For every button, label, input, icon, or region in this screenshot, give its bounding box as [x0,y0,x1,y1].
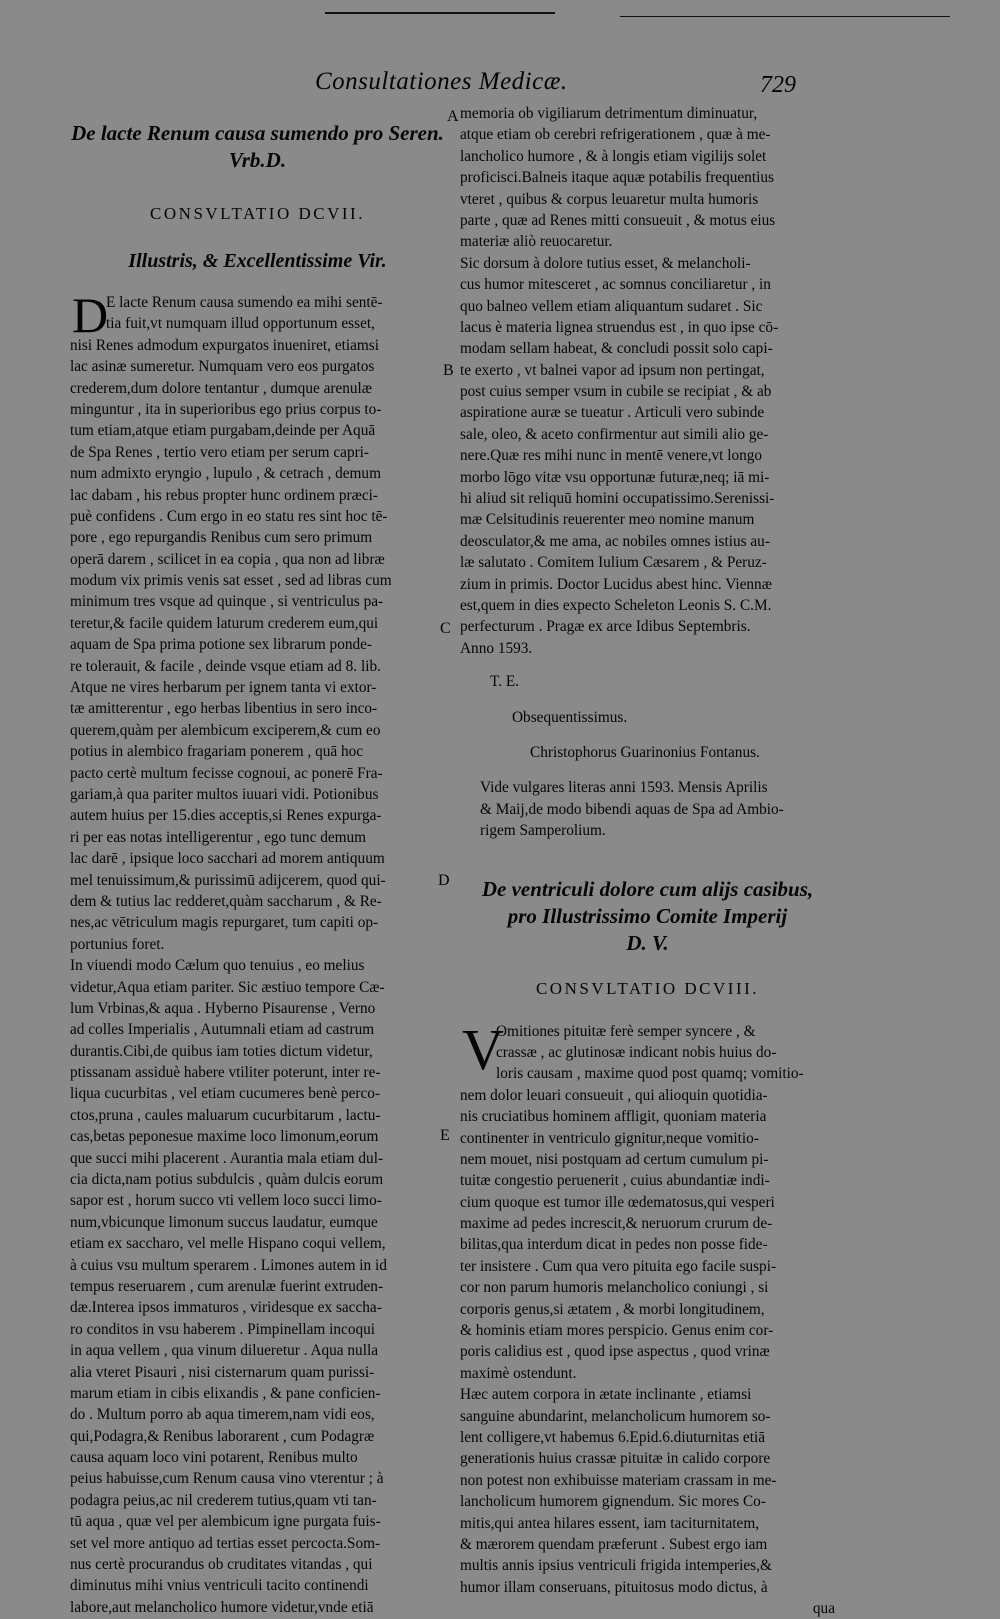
text-line: potius in alembico fragariam ponerem , quā hoc [70,743,364,761]
text-line: deosculator,& me ama, ac nobiles omnes istius au- [460,532,770,550]
text-line: ro conditos in vsu haberem . Pimpinellam incoqui [70,1320,376,1338]
running-title: Consultationes Medicæ. [315,68,568,95]
text-line: nis cruciatibus hominem affligit, quoniam materia [460,1108,767,1126]
text-line: cor non parum humoris melancholico coniungi , si [460,1279,769,1297]
text-line: operā darem , scilicet in ea copia , qua non ad libræ [70,550,385,568]
text-line: minimum tres vsque ad quinque , si ventriculus pa- [70,593,384,611]
text-line: modum vix primis venis sat esset , sed ad libras cum [70,572,392,590]
text-line: In viuendi modo Cælum quo tenuius , eo melius [70,957,365,975]
text-line: autem huius per 15.dies acceptis,si Renes expurga- [70,807,382,825]
text-line: tia fuit,vt numquam illud opportunum esset, [106,315,375,333]
text-line: lac asinæ sumeretur. Numquam vero eos purgatos [70,358,375,376]
text-line: proficisci.Balneis itaque aquæ potabilis frequentius [460,169,774,187]
text-line: nes,ac vētriculum magis repurgaret, tum capiti op- [70,914,379,932]
text-line: zium in primis. Doctor Lucidus abest hinc. Viennæ [460,575,772,593]
text-line: memoria ob vigiliarum detrimentum diminuatur, [460,105,758,122]
text-line: nus certè procurandus ob cruditates vitandas , qui [70,1556,373,1574]
heading-line: D. V. [626,930,669,955]
text-line: corporis genus,si ætatem , & morbi longitudinem, [460,1300,765,1318]
right-column [460,103,835,1619]
text-line: teretur,& facile quidem laturum crederem eum,qui [70,614,379,632]
text-line: atque etiam ob cerebri refrigerationem , quæ à me- [460,126,771,144]
left-column [70,120,445,1618]
text-line: materiæ aliò reuocaretur. [460,233,613,251]
text-line: Sic dorsum à dolore tutius esset, & melancholi- [460,254,751,272]
page-number: 729 [760,72,796,98]
text-line: morbo lōgo vitæ vsu opportunæ futuræ,neq; iā mi- [460,468,770,486]
text-line: multis annis ipsius ventriculi frigida intemperies,& [460,1557,772,1575]
text-line: non potest non exhibuisse materiam crassam in me- [460,1471,777,1489]
text-line: E lacte Renum causa sumendo ea mihi sentē- [106,294,383,311]
text-line: gariam,à qua pariter multos iuuari vidi. Potionibus [70,785,379,803]
cross-reference-note [460,777,835,841]
text-line: hi aliud sit reliquū homini occupatissimo.Serenissi- [460,490,775,508]
heading-line: De lacte Renum causa sumendo pro Seren. [71,121,444,145]
text-line: podagra peius,ac nil crederem tutius,quam vti tan- [70,1491,377,1509]
right-body-text-top [460,103,835,659]
text-line: sanguine abundarint, melancholicum humorem so- [460,1407,771,1425]
text-line: mæ Celsitudinis reuerenter meo nomine manum [460,511,755,529]
text-line: liqua cucurbitas , vel etiam cucumeres benè perco- [70,1085,381,1103]
text-line: aquam de Spa prima potione sex librarum ponde- [70,636,373,654]
text-line: ctos,pruna , caules maluarum cucurbitarum , lactu- [70,1106,381,1124]
heading-line: Vrb.D. [228,148,287,172]
heading-line: De ventriculi dolore cum alijs casibus, [481,876,814,901]
text-line: & hominis etiam mores perspicio. Genus enim cor- [460,1322,774,1340]
signature-closing: Obsequentissimus. [512,708,628,726]
text-line: ri per eas notas intelligerentur , ego tunc demum [70,828,367,846]
text-line: est,quem in dies expecto Scheleton Leonis S. C.M. [460,596,772,614]
text-line: do . Multum porro ab aqua timerem,nam vidi eos, [70,1406,375,1424]
salutation: Illustris, & Excellentissime Vir. [128,250,387,272]
top-rule-left [325,12,555,14]
text-line: quo balneo vellem etiam aliquantum sudaret . Sic [460,297,763,315]
text-line: loris causam , maxime quod post quamq; vomitio- [496,1065,804,1083]
text-line: querem,quàm per alembicum exciperem,& cum eo [70,721,381,739]
text-line: in aqua vellem , qua vinum dilueretur . Aqua nulla [70,1342,378,1360]
dropcap-paragraph [70,287,445,343]
text-line: re tolerauit, & facile , deinde vsque etiam ad 8. lib. [70,657,381,675]
text-line: Hæc autem corpora in ætate inclinante , etiamsi [460,1386,752,1404]
text-line: te exerto , vt balnei vapor ad ipsum non pertingat, [460,361,765,379]
text-line: post cuius semper vsum in cubile se recipiat , & ab [460,383,772,401]
consultation-heading-2 [460,876,835,957]
margin-letter-b: B [443,362,454,379]
consultation-title-2: CONSVLTATIO DCVIII. [535,978,760,998]
heading-line: pro Illustrissimo Comite Imperij [507,903,788,928]
text-line: cium quoque est tumor ille œdematosus,qui vesperi [460,1193,775,1211]
text-line: ter insistere . Cum qua vero pituita ego facile suspi- [460,1257,777,1275]
text-line: tæ amitterentur , ego herbas libentius in sero inco- [70,700,378,718]
text-line: modam sellam habeat, & concludi possit solo capi- [460,340,773,358]
text-line: maximè ostendunt. [460,1364,577,1382]
text-line: lac darē , ipsique loco sacchari ad morem antiquum [70,850,385,868]
text-line: Omitiones pituitæ ferè semper syncere , & [496,1022,756,1040]
text-line: diminutus mihi vnius ventriculi tacito continendi [70,1577,369,1595]
drop-cap-2: V [462,1016,504,1082]
text-line: sapor est , horum succo vti vellem loco succi limo- [70,1192,382,1210]
text-line: maxime ad pedes increscit,& neruorum crurum de- [460,1215,773,1233]
text-line: humor illam conseruans, pituitosus modo dictus, à [460,1578,768,1596]
consultation-title: CONSVLTATIO DCVII. [150,204,365,223]
text-line: cus humor mitesceret , ac somnus conciliaretur , in [460,276,771,294]
text-line: nere.Quæ res mihi nunc in mentē venere,vt longo [460,447,763,465]
text-line: qui,Podagra,& Renibus laborarent , cum Podagræ [70,1427,375,1445]
text-line: tū aqua , quæ vel per alembicum igne purgata fuis- [70,1513,381,1531]
text-line: lancholico humore , & à longis etiam vigilijs solet [460,147,767,165]
text-line: lum Vrbinas,& aqua . Hyberno Pisaurense , Verno [70,999,376,1017]
text-line: lac dabam , his rebus propter hunc ordinem præci- [70,486,378,504]
text-line: dem & tutius lac redderet,quàm saccharum , & Re- [70,892,382,910]
text-line: continenter in ventriculo gignitur,neque vomitio- [460,1129,759,1147]
text-line: lent colligere,vt habemus 6.Epid.6.diuturnitas etiā [460,1428,766,1446]
text-line: vteret , quibus & corpus leuaretur multa humoris [460,190,759,208]
text-line: num,vbicunque limonum succus laudatur, eumque [70,1213,378,1231]
text-line: poris calidius est , quod ipse aspectus , quod vrinæ [460,1343,770,1361]
text-line: puè confidens . Cum ergo in eo statu res sint hoc tē- [70,507,388,525]
right-body-text-bottom [460,1085,835,1598]
text-line: minguntur , ita in superioribus ego prius corpus to- [70,400,382,418]
text-line: nisi Renes admodum expurgatos inueniret, etiamsi [70,336,379,354]
text-line: nem mouet, nisi postquam ad certum cumulum pi- [460,1150,769,1168]
note-line: rigem Samperolium. [480,822,606,840]
text-line: lacus è materia lignea struendus est , in quo ipse cō- [460,318,779,336]
text-line: tempus reseruarem , cum arenulæ fuerint extruden- [70,1277,384,1295]
text-line: pore , ego repurgandis Renibus cum sero primum [70,529,373,547]
text-line: videtur,Aqua etiam pariter. Sic æstiuo tempore Cæ- [70,978,385,996]
text-line: que succi mihi placerent . Aurantia mala etiam dul- [70,1149,384,1167]
text-line: ad colles Imperialis , Autumnali etiam ad castrum [70,1021,375,1039]
text-line: crederem,dum dolore tentantur , dumque arenulæ [70,379,373,397]
text-line: parte , quæ ad Renes mitti consueuit , & motus eius [460,211,776,229]
note-line: Vide vulgares literas anni 1593. Mensis Aprilis [480,779,768,797]
text-line: læ salutato . Comitem Iulium Cæsarem , & Peruz- [460,554,767,572]
margin-letter-e: E [440,1127,450,1144]
text-line: set vel more antiquo ad tertias esset percocta.Som- [70,1534,381,1552]
text-line: crassæ , ac glutinosæ indicant nobis huius do- [496,1043,777,1061]
dropcap-paragraph-2 [460,1016,835,1085]
text-line: portunius foret. [70,935,165,953]
note-line: & Maij,de modo bibendi aquas de Spa ad Ambio- [480,800,784,818]
consultation-heading [70,120,445,174]
text-line: & mærorem quendam præferunt . Subest ergo iam [460,1535,768,1553]
text-line: tuitæ congestio peruenerit , cuius abundantiæ indi- [460,1172,770,1190]
margin-letter-c: C [440,620,451,637]
margin-letter-a: A [447,108,459,125]
catchword: qua [812,1600,835,1618]
left-body-text [70,335,445,1618]
text-line: cia dicta,nam potius subdulcis , quàm dulcis eorum [70,1171,384,1189]
text-line: perfecturum . Pragæ ex arce Idibus Septembris. [460,618,751,636]
margin-letter-d: D [438,872,450,889]
text-line: peius habuisse,cum Renum causa vino vterentur ; à [70,1470,384,1488]
text-line: de Spa Renes , tertio vero etiam per serum capri- [70,443,370,461]
text-line: mitis,qui antea hilares essent, iam taciturnitatem, [460,1514,760,1532]
text-line: tum etiam,atque etiam purgabam,deinde per Aquā [70,422,376,440]
text-line: Anno 1593. [460,639,533,657]
text-line: alia vteret Pisauri , nisi cisternarum quam purissi- [70,1363,375,1381]
drop-cap: D [72,287,109,343]
text-line: dæ.Interea ipsos immaturos , viridesque ex saccha- [70,1299,382,1317]
text-line: etiam ex saccharo, vel melle Hispano coqui vellem, [70,1235,386,1253]
text-line: bilitas,qua interdum dicat in pedes non posse fide- [460,1236,768,1254]
text-line: Atque ne vires herbarum per ignem tanta vi extor- [70,679,377,697]
text-line: causa aquam loco vini potarent, Renibus multo [70,1449,358,1467]
text-line: aspiratione auræ se tueatur . Articuli vero subinde [460,404,765,422]
text-line: mel tenuissimum,& purissimū adijcerem, quod qui- [70,871,386,889]
text-line: sale, oleo, & aceto confirmentur aut simili alio ge- [460,425,769,443]
text-line: num admixto eryngio , lupulo , & cetrach , demum [70,465,381,483]
text-line: durantis.Cibi,de quibus iam toties dictum videtur, [70,1042,373,1060]
text-line: generationis huius crassæ pituitæ in calido corpore [460,1450,771,1468]
text-line: lancholicum humorem gignendum. Sic mores Co- [460,1493,766,1511]
text-line: marum etiam in cibis elixandis , & pane conficien- [70,1384,381,1402]
text-line: à cuius vsu multum sperarem . Limones autem in id [70,1256,387,1274]
signature-name: Christophorus Guarinonius Fontanus. [530,743,760,761]
text-line: labore,aut melancholico humore videtur,vnde etiā [70,1598,374,1616]
text-line: nem dolor leuari consueuit , qui alioquin quotidia- [460,1086,768,1104]
text-line: ptissanam assiduè habere vtiliter poterunt, inter re- [70,1064,381,1082]
text-line: cas,betas peponesue maxime loco limonum,eorum [70,1128,379,1146]
signature-initials: T. E. [490,673,520,691]
text-line: pacto certè multum fecisse cognoui, ac ponerē Fra- [70,764,383,782]
top-rule-right [620,16,950,17]
